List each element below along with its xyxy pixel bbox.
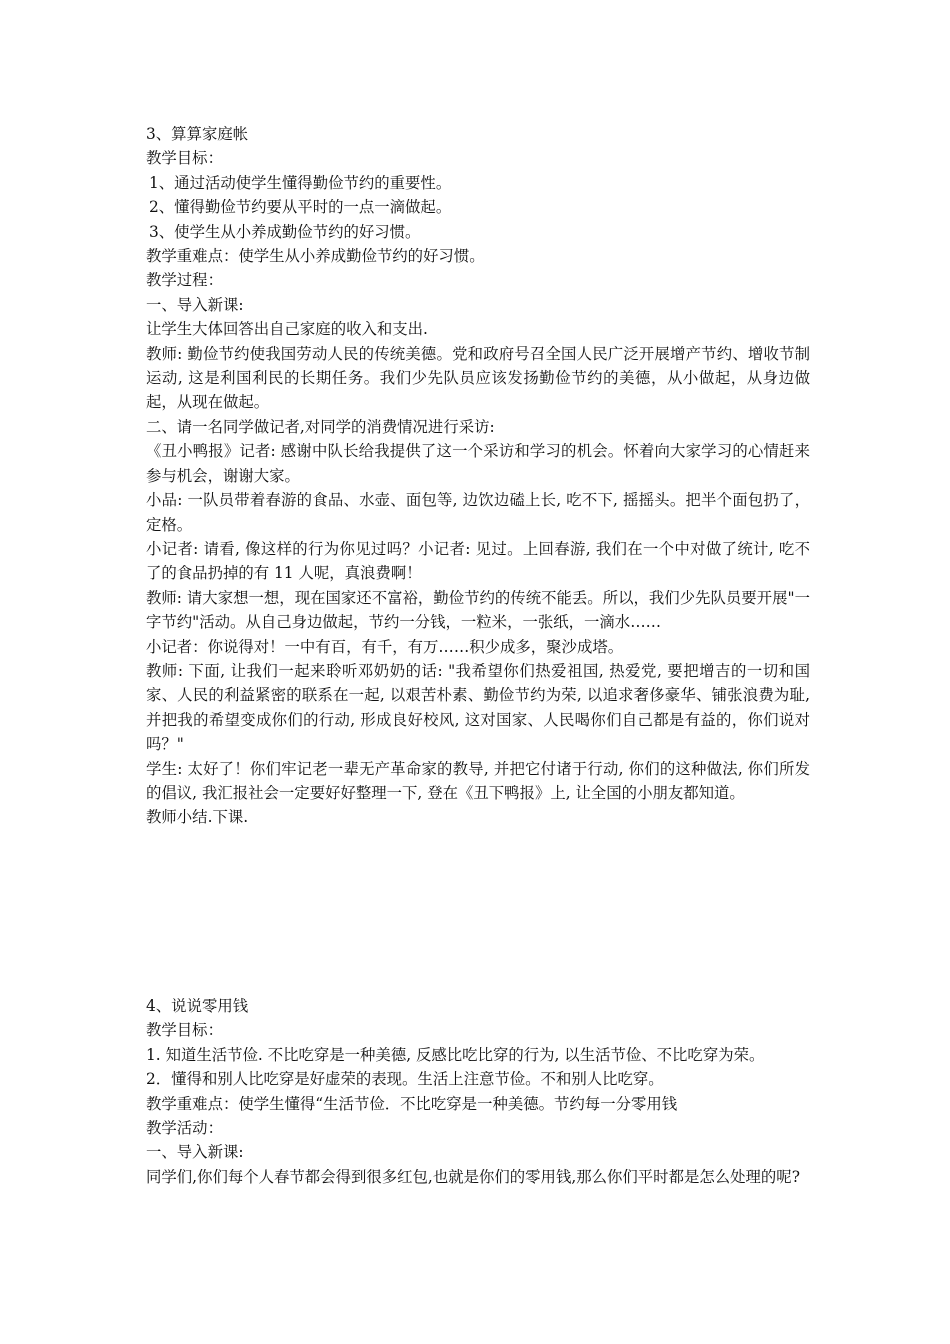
lesson-3-section	[146, 122, 810, 830]
step-text: 同学们,你们每个人春节都会得到很多红包,也就是你们的零用钱,那么你们平时都是怎么处理的呢?	[146, 1167, 800, 1186]
reporter-paragraph: 《丑小鸭报》记者: 感谢中队长给我提供了这一个采访和学习的机会。怀着向大家学习的心情赶来参与机会，谢谢大家。	[146, 442, 810, 485]
objective-item: 2、懂得勤俭节约要从平时的一点一滴做起。	[149, 198, 452, 217]
teacher-paragraph: 教师: 请大家想一想，现在国家还不富裕，勤俭节约的传统不能丢。所以，我们少先队员要开展"一字节约"活动。从自己身边做起，节约一分钱，一粒米，一张纸，一滴水……	[146, 588, 810, 632]
activity-heading: 教学活动：	[146, 1119, 223, 1138]
objective-item: 3、使学生从小养成勤俭节约的好习惯。	[149, 222, 421, 241]
skit-paragraph: 小品: 一队员带着春游的食品、水壶、面包等, 边饮边磕上长, 吃不下, 摇摇头。把半个面包扔了，定格。	[146, 491, 810, 534]
reporter-paragraph: 小记者：你说得对！一中有百，有千，有万……积少成多，聚沙成塔。	[146, 637, 624, 656]
summary-line: 教师小结.下课.	[146, 808, 249, 827]
step-heading: 一、导入新课:	[146, 1143, 244, 1162]
step-heading: 一、导入新课:	[146, 295, 244, 314]
lesson-4-section	[146, 994, 810, 1189]
student-paragraph: 学生: 太好了！你们牢记老一辈无产革命家的教导, 并把它付诸于行动, 你们的这种做法, 你们所发的倡议, 我汇报社会一定要好好整理一下, 登在《丑下鸭报》上, 让全国的小朋友都知道。	[146, 759, 810, 802]
step-text: 让学生大体回答出自己家庭的收入和支出.	[146, 320, 428, 339]
step-heading: 二、请一名同学做记者,对同学的消费情况进行采访:	[146, 417, 495, 436]
teacher-paragraph: 教师: 下面, 让我们一起来聆听邓奶奶的话: "我希望你们热爱祖国, 热爱党, 要把增吉的一切和国家、人民的利益紧密的联系在一起, 以艰苦朴素、勤俭节约为荣, 以追求奢侈豪华、铺张浪费为耻, 并把我的希望变成你们的行动, 形成良好校风, 这对国家、人民喝你们自己都是有益的，你们说对吗？"	[146, 661, 810, 754]
objective-item: 1. 知道生活节俭. 不比吃穿是一种美德, 反感比吃比穿的行为, 以生活节俭、不比吃穿为荣。	[146, 1045, 765, 1064]
objective-item: 2．懂得和别人比吃穿是好虚荣的表现。生活上注意节俭。不和别人比吃穿。	[146, 1070, 664, 1089]
lesson-title: 3、算算家庭帐	[146, 125, 249, 143]
teacher-paragraph: 教师: 勤俭节约使我国劳动人民的传统美德。党和政府号召全国人民广泛开展增产节约、增收节制运动, 这是利国利民的长期任务。我们少先队员应该发扬勤俭节约的美德，从小做起，从身边做起，从现在做起。	[146, 344, 810, 412]
objectives-heading: 教学目标：	[146, 149, 223, 168]
key-points: 教学重难点：使学生懂得“生活节俭．不比吃穿是一种美德。节约每一分零用钱	[146, 1094, 678, 1113]
process-heading: 教学过程：	[146, 271, 223, 290]
objective-item: 1、通过活动使学生懂得勤俭节约的重要性。	[149, 173, 452, 192]
reporter-paragraph: 小记者: 请看, 像这样的行为你见过吗？小记者: 见过。上回春游, 我们在一个中对做了统计, 吃不了的食品扔掉的有 11 人呢，真浪费啊！	[146, 539, 810, 583]
key-points: 教学重难点：使学生从小养成勤俭节约的好习惯。	[146, 247, 485, 266]
objectives-heading: 教学目标：	[146, 1021, 223, 1040]
lesson-title: 4、说说零用钱	[146, 997, 249, 1015]
